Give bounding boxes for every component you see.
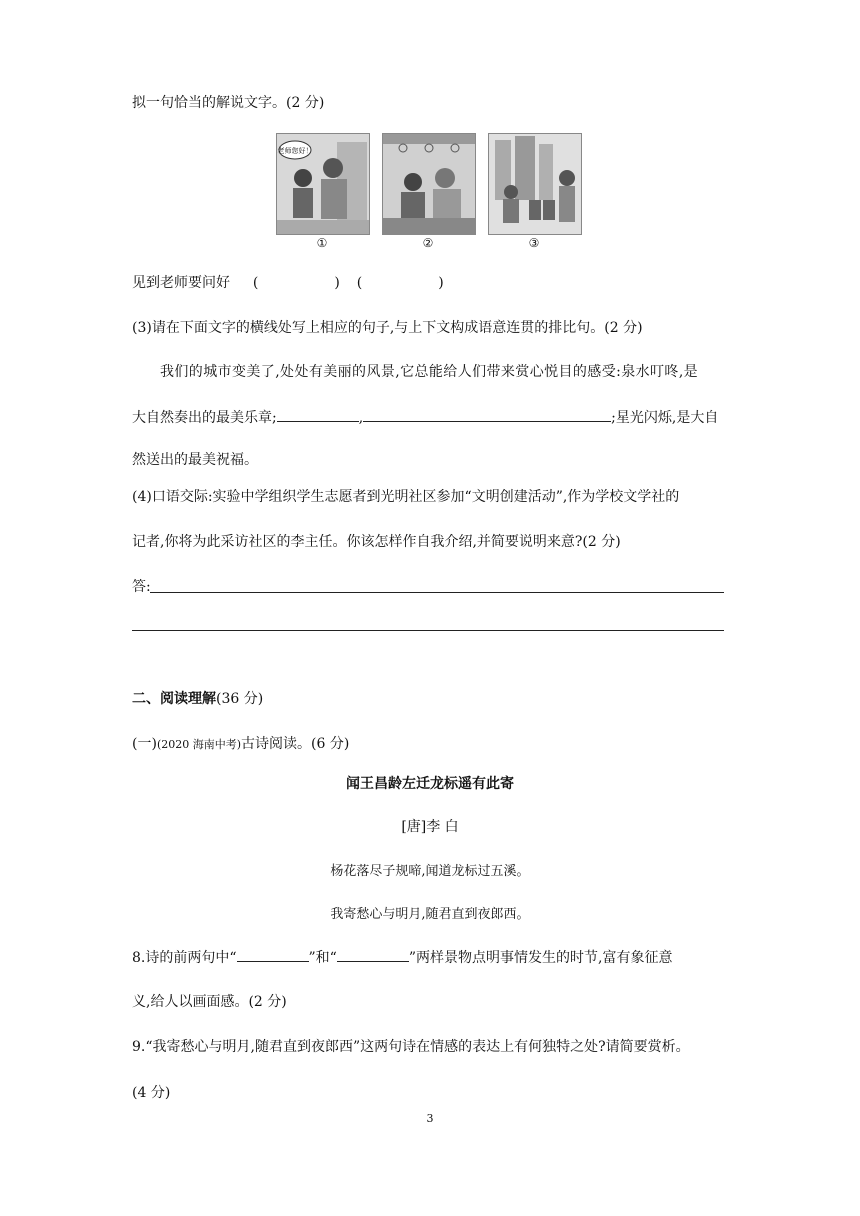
answer-label: 答:: [132, 579, 151, 595]
question-3-paragraph-3: 然送出的最美祝福。: [132, 452, 258, 468]
illustration-3: [488, 133, 582, 235]
question-8-part-b: ”和“: [308, 950, 337, 966]
question-4-prompt-2: 记者,你将为此采访社区的李主任。你该怎样作自我介绍,并简要说明来意?(2 分): [132, 534, 621, 550]
part-1-source: (2020 海南中考): [156, 738, 242, 751]
question-3-paragraph-2: [132, 407, 718, 427]
poem-line-2: 我寄愁心与明月,随君直到夜郎西。: [330, 907, 530, 922]
caption-paren-2-open: (: [356, 275, 363, 291]
part-1-title: 古诗阅读。(6 分): [241, 736, 350, 752]
blank-1[interactable]: [277, 407, 359, 422]
question-9-line-1: 9.“我寄愁心与明月,随君直到夜郎西”这两句诗在情感的表达上有何独特之处?请简要赏析。: [132, 1039, 690, 1055]
question-3-paragraph-1: 我们的城市变美了,处处有美丽的风景,它总能给人们带来赏心悦目的感受:泉水叮咚,是: [160, 364, 699, 380]
blank-q8-2[interactable]: [337, 947, 409, 962]
question-3-p2-end: ;星光闪烁,是大自: [611, 410, 719, 426]
answer-line-2[interactable]: [132, 630, 724, 631]
section-2-title: 二、阅读理解: [132, 691, 216, 707]
caption-paren-2-close: ): [438, 275, 444, 291]
question-8-part-a: 8.诗的前两句中“: [132, 950, 237, 966]
poem-author: [唐]李 白: [401, 819, 459, 835]
question-9-line-2: (4 分): [132, 1085, 171, 1101]
question-8-line-1: [132, 947, 672, 967]
caption-paren-1-open: (: [252, 275, 259, 291]
poem-title: 闻王昌龄左迁龙标遥有此寄: [346, 776, 514, 792]
illustration-1-label: ①: [316, 236, 328, 250]
illustration-row: [276, 133, 586, 250]
speech-bubble-text: 老师您好！: [277, 147, 313, 155]
caption-text: 见到老师要问好: [132, 275, 230, 291]
caption-line: [132, 272, 444, 292]
question-4-prompt-1: (4)口语交际:实验中学组织学生志愿者到光明社区参加“文明创建活动”,作为学校文学社的: [132, 489, 680, 505]
part-1-heading: [132, 733, 349, 753]
question-3-p2-sep: ,: [358, 410, 364, 426]
blank-q8-1[interactable]: [237, 947, 309, 962]
illustration-1: [276, 133, 370, 235]
answer-line-1[interactable]: [150, 592, 724, 593]
question-3-p2-start: 大自然奏出的最美乐章;: [132, 410, 277, 426]
poem-line-1: 杨花落尽子规啼,闻道龙标过五溪。: [330, 864, 530, 879]
question-2-tail: 拟一句恰当的解说文字。(2 分): [132, 95, 325, 111]
section-2-score: (36 分): [216, 691, 264, 707]
caption-paren-1-close: ): [334, 275, 340, 291]
page-number: 3: [426, 1112, 434, 1125]
question-3-prompt: (3)请在下面文字的横线处写上相应的句子,与上下文构成语意连贯的排比句。(2 分): [132, 320, 643, 336]
section-2-heading: [132, 688, 263, 708]
illustration-2: [382, 133, 476, 235]
illustration-2-label: ②: [422, 236, 434, 250]
part-1-prefix: (一): [132, 736, 157, 752]
question-8-line-2: 义,给人以画面感。(2 分): [132, 994, 287, 1010]
blank-2[interactable]: [363, 407, 611, 422]
illustration-3-label: ③: [528, 236, 540, 250]
question-8-part-c: ”两样景物点明事情发生的时节,富有象征意: [408, 950, 673, 966]
